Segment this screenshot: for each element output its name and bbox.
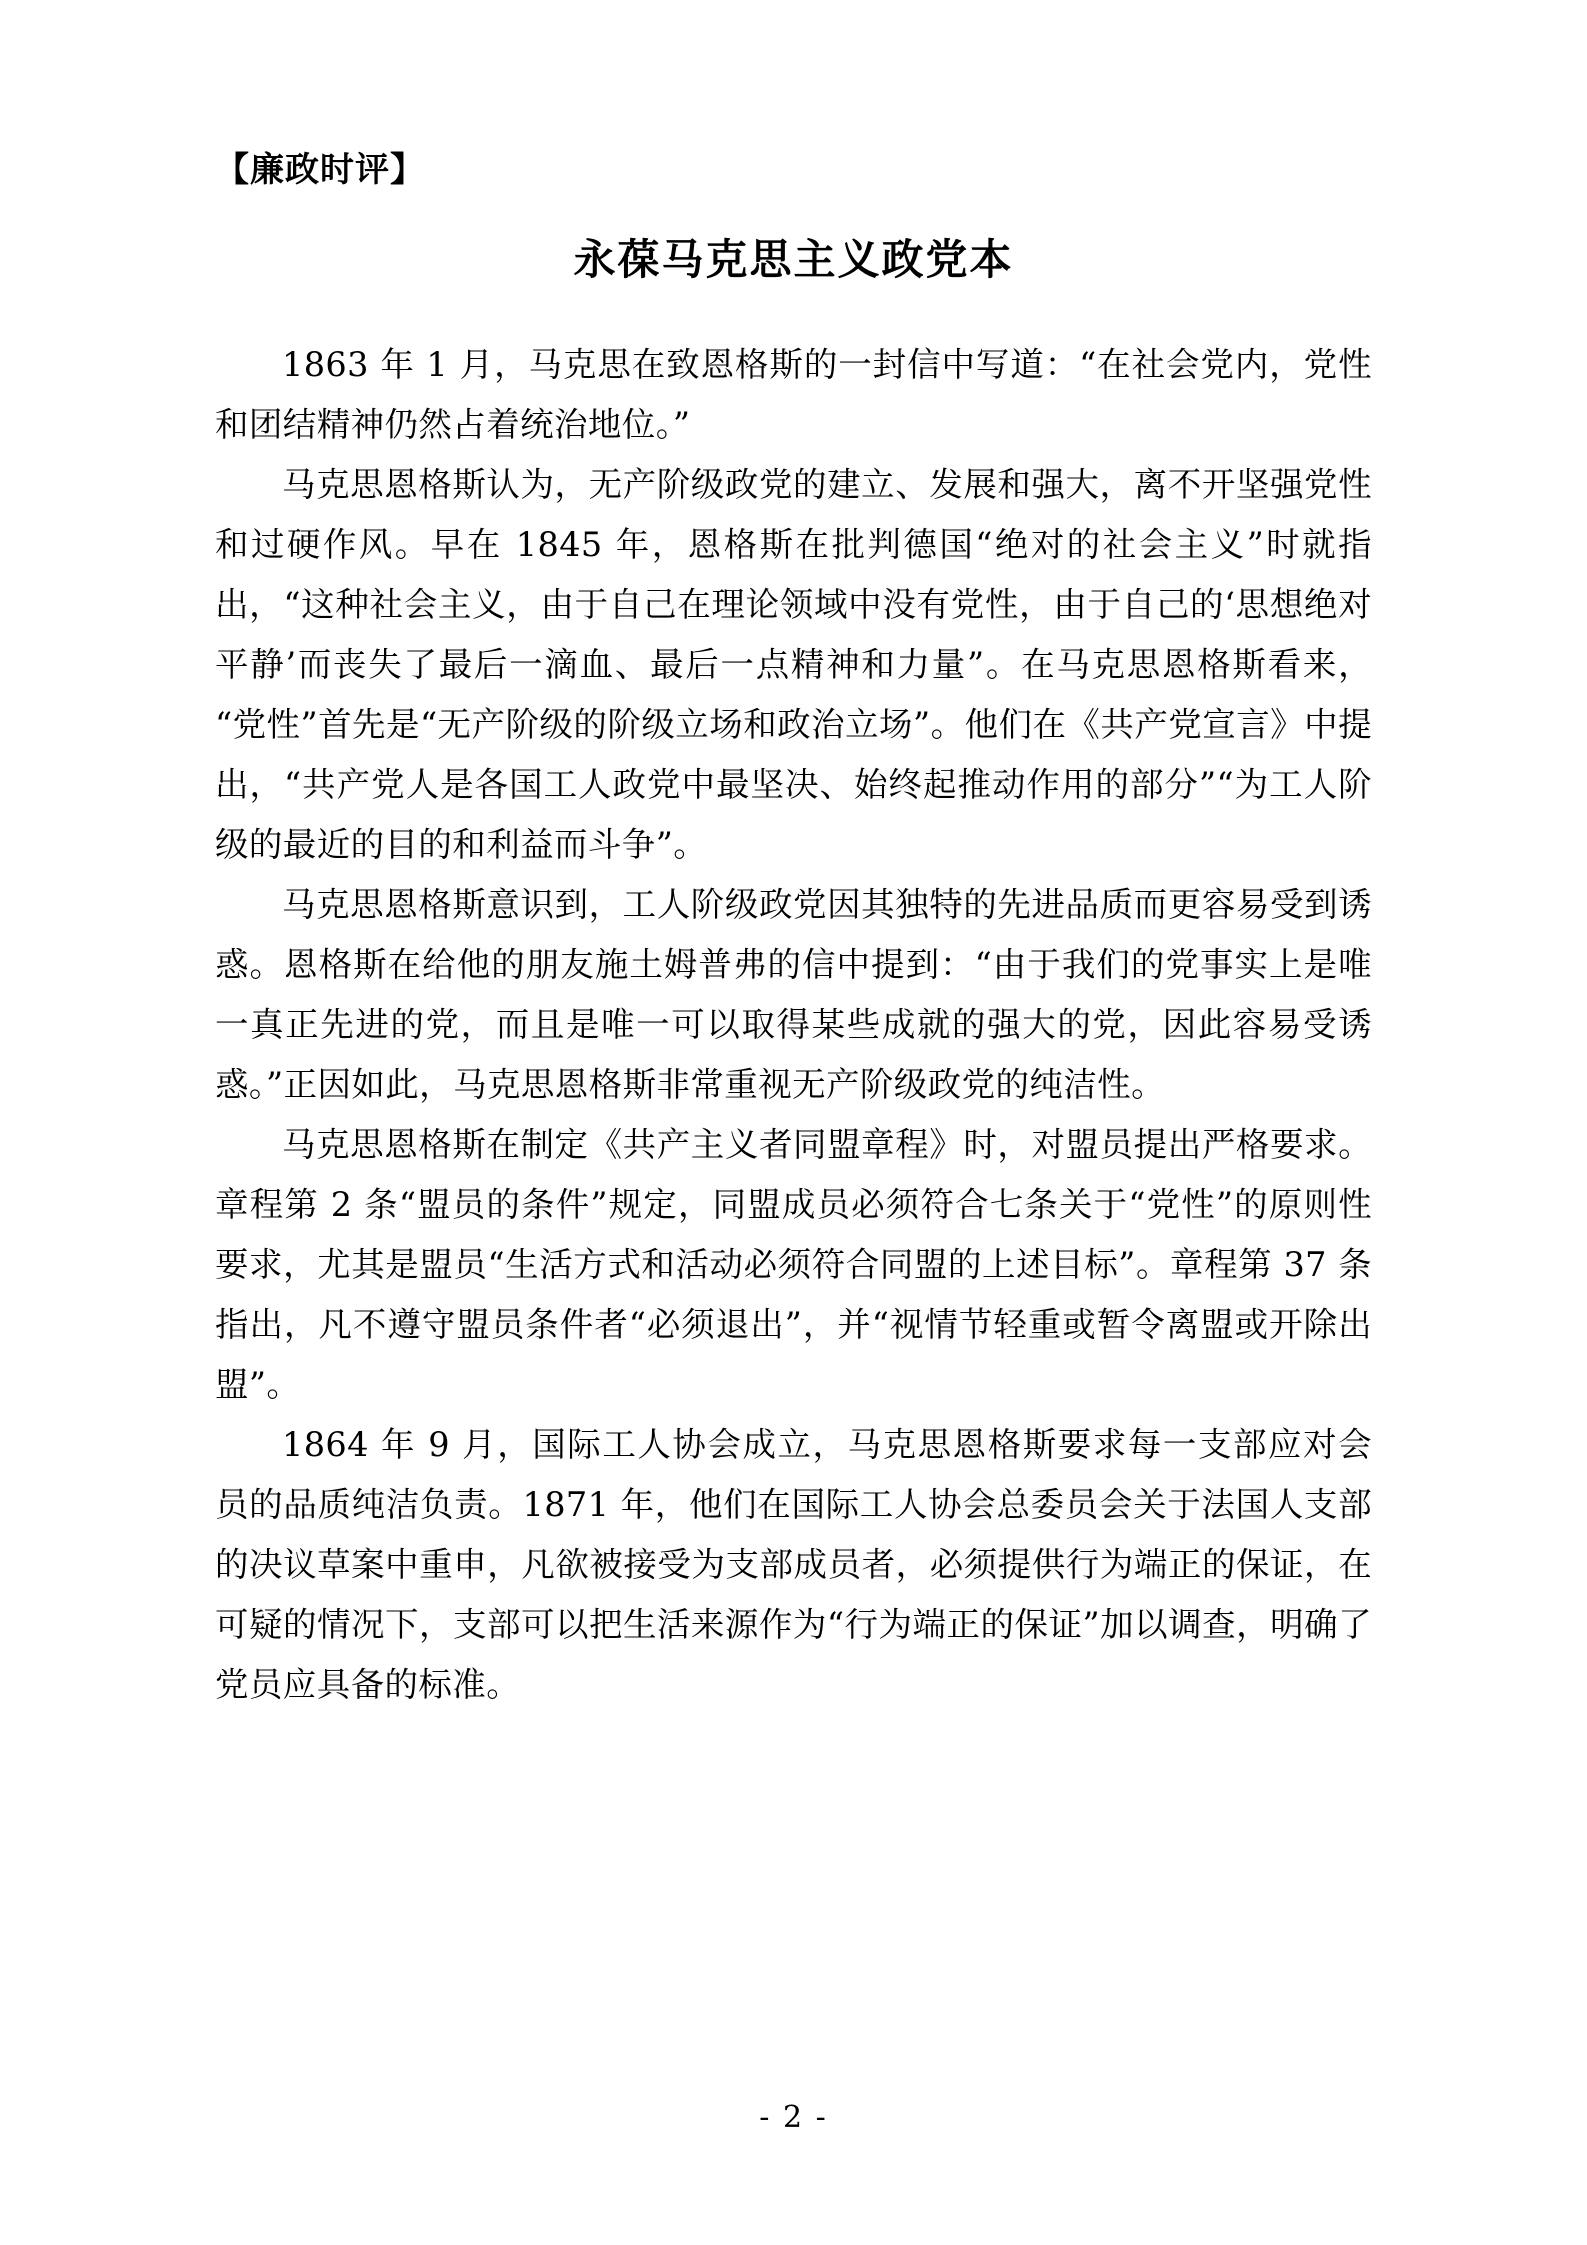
page-title: 永葆马克思主义政党本 xyxy=(573,234,1014,284)
paragraph: 马克思恩格斯意识到，工人阶级政党因其独特的先进品质而更容易受到诱惑。恩格斯在给他的朋友施土姆普弗的信中提到：“由于我们的党事实上是唯一真正先进的党，而且是唯一可以取得某些成就的强大的党，因此容易受诱惑。”正因如此，马克思恩格斯非常重视无产阶级政党的纯洁性。 xyxy=(215,885,1372,1105)
body-text xyxy=(215,335,1372,1715)
paragraph: 1863 年 1 月，马克思在致恩格斯的一封信中写道：“在社会党内，党性和团结精神仍然占着统治地位。” xyxy=(215,345,1372,445)
column-tag: 【廉政时评】 xyxy=(215,150,425,190)
page-number: - 2 - xyxy=(759,2100,828,2135)
paragraph: 马克思恩格斯认为，无产阶级政党的建立、发展和强大，离不开坚强党性和过硬作风。早在 1845 年，恩格斯在批判德国“绝对的社会主义”时就指出，“这种社会主义，由于自己在理论领域中没有党性，由于自己的‘思想绝对平静’而丧失了最后一滴血、最后一点精神和力量”。在马克思恩格斯看来，“党性”首先是“无产阶级的阶级立场和政治立场”。他们在《共产党宣言》中提出，“共产党人是各国工人政党中最坚决、始终起推动作用的部分”“为工人阶级的最近的目的和利益而斗争”。 xyxy=(215,465,1373,865)
paragraph: 马克思恩格斯在制定《共产主义者同盟章程》时，对盟员提出严格要求。章程第 2 条“盟员的条件”规定，同盟成员必须符合七条关于“党性”的原则性要求，尤其是盟员“生活方式和活动必须符合同盟的上述目标”。章程第 37 条指出，凡不遵守盟员条件者“必须退出”，并“视情节轻重或暂令离盟或开除出盟”。 xyxy=(215,1125,1372,1405)
paragraph: 1864 年 9 月，国际工人协会成立，马克思恩格斯要求每一支部应对会员的品质纯洁负责。1871 年，他们在国际工人协会总委员会关于法国人支部的决议草案中重申，凡欲被接受为支部成员者，必须提供行为端正的保证，在可疑的情况下，支部可以把生活来源作为“行为端正的保证”加以调查，明确了党员应具备的标准。 xyxy=(215,1425,1372,1705)
